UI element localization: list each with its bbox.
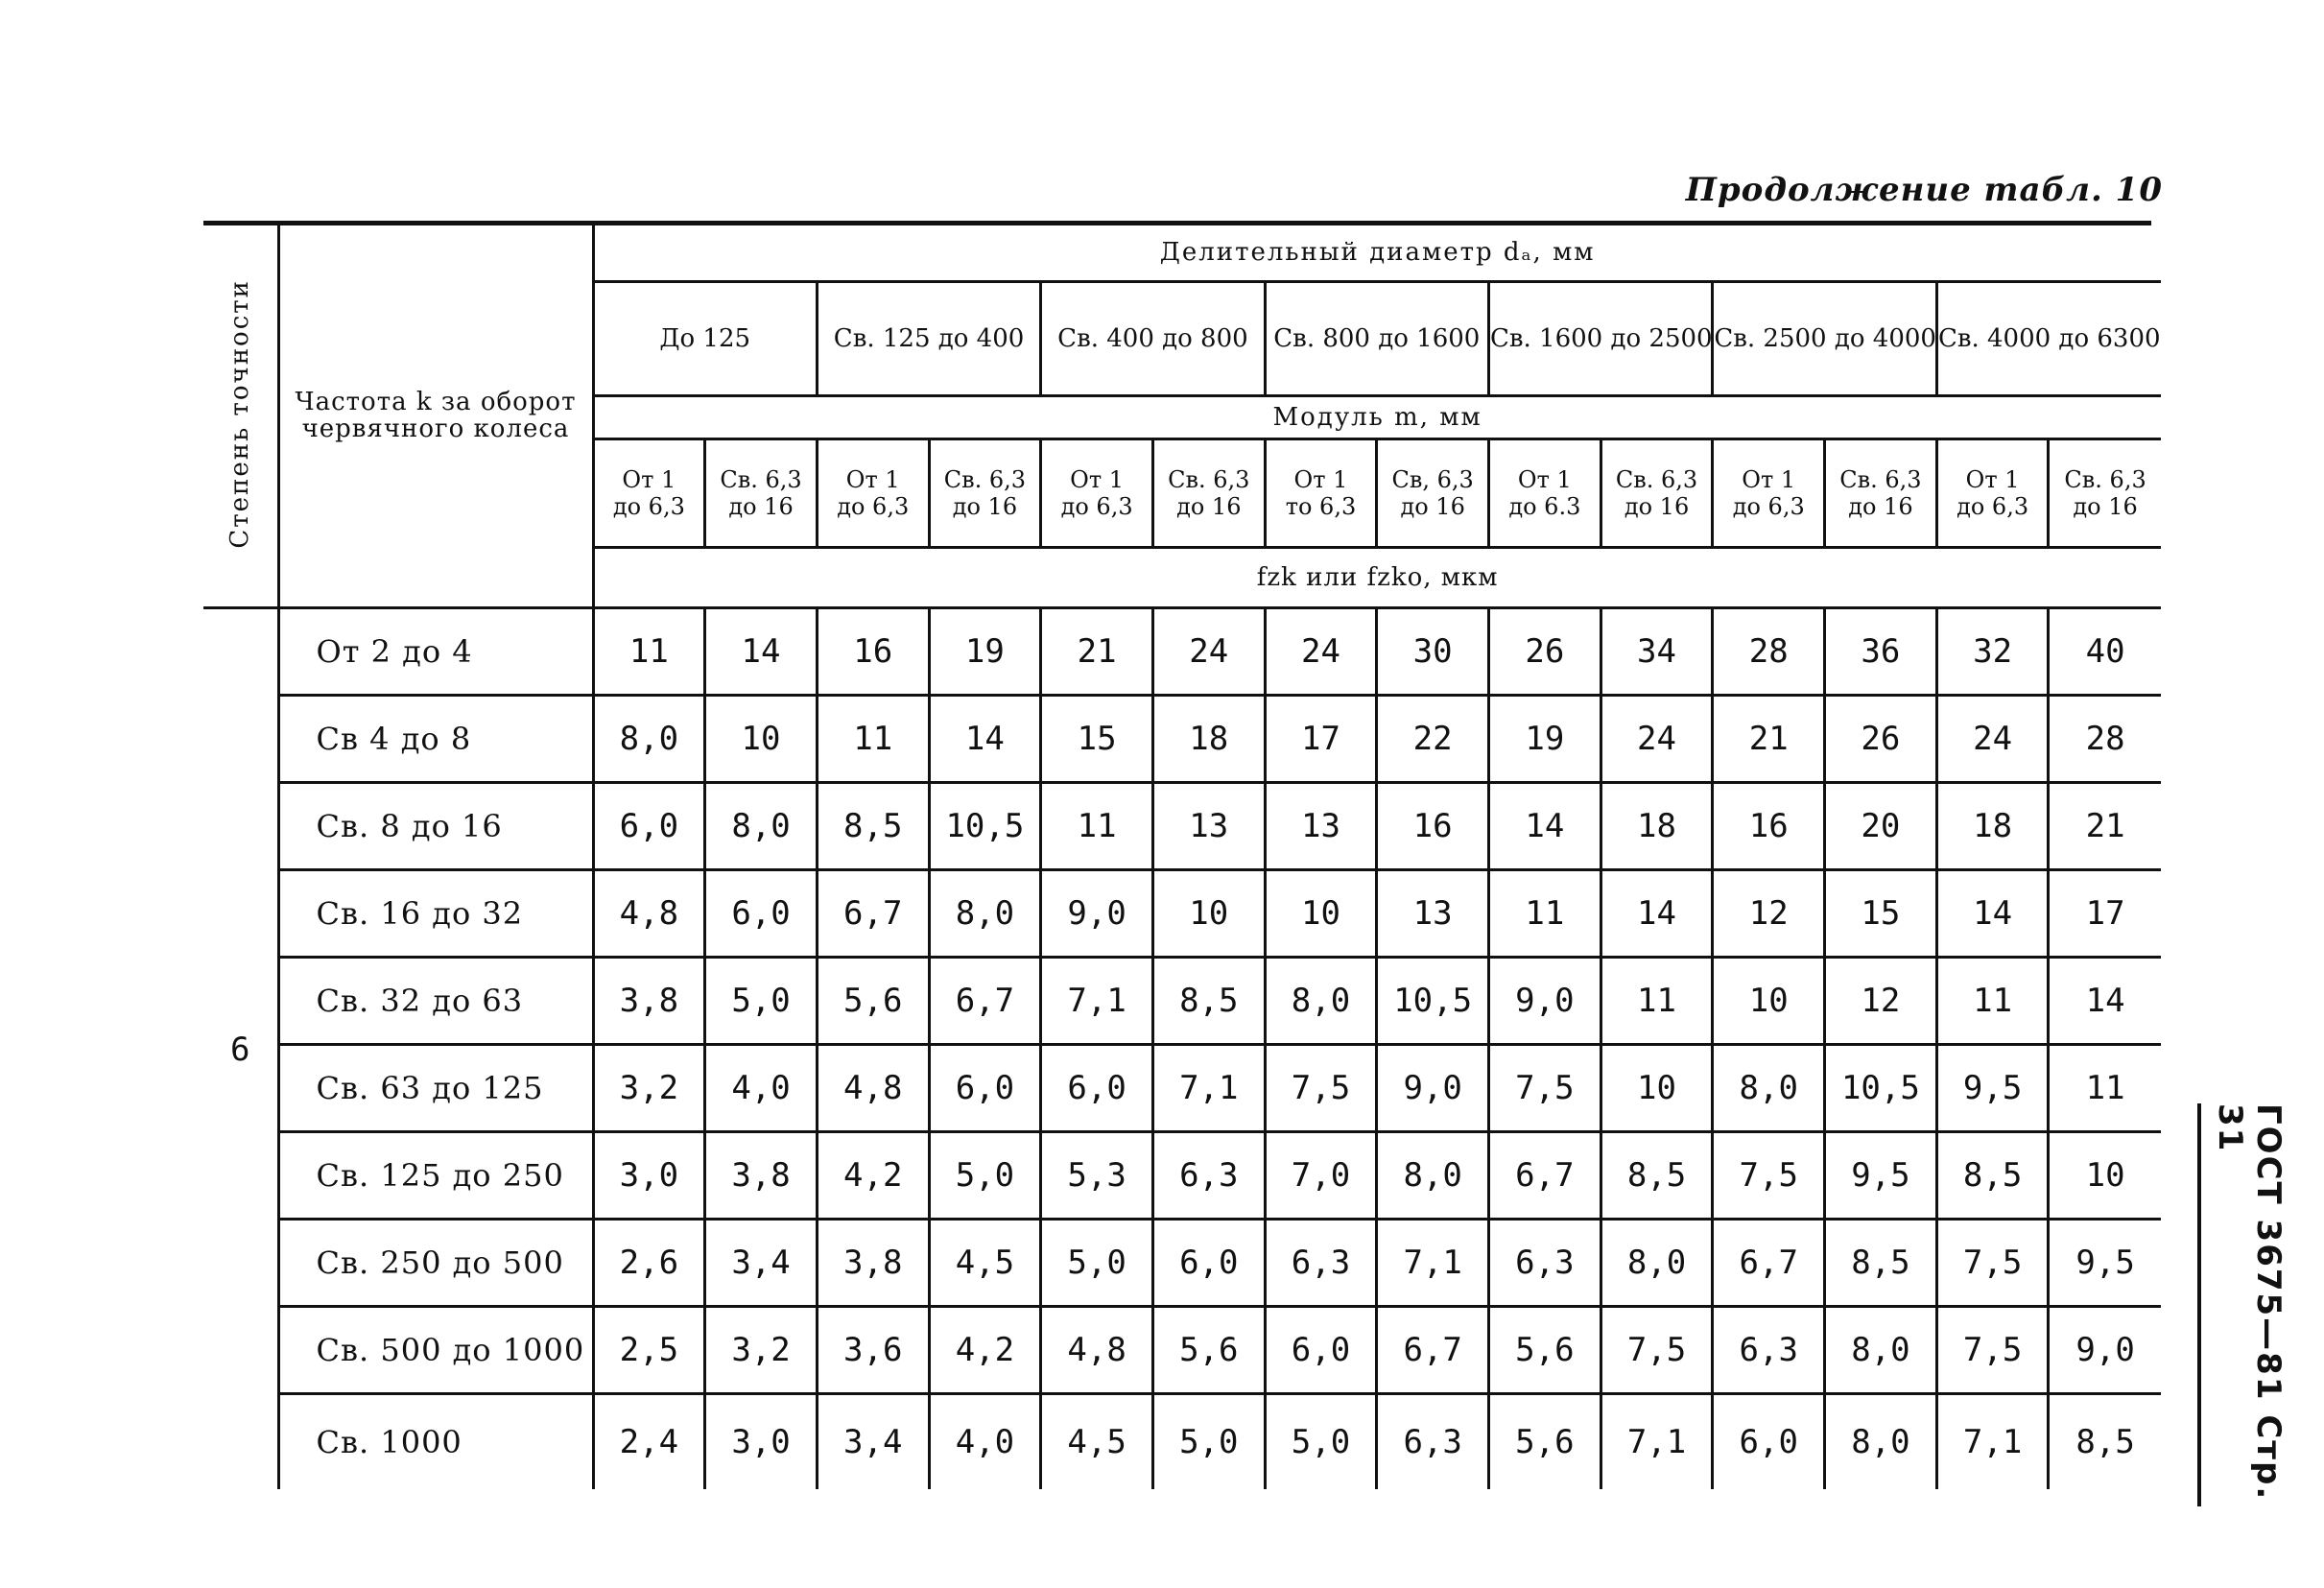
- degree-header-label: Степень точности: [225, 278, 255, 549]
- module-range-line: до 6.3: [1508, 493, 1581, 520]
- module-range-line: От 1: [1965, 466, 2020, 493]
- value-cell: 4,5: [1041, 1394, 1153, 1490]
- value-cell: 28: [2049, 696, 2161, 783]
- module-range-header: [1489, 439, 1601, 548]
- value-cell: 18: [1936, 783, 2049, 870]
- value-cell: 6,0: [929, 1045, 1041, 1132]
- module-range-header: [1713, 439, 1825, 548]
- value-cell: 28: [1713, 608, 1825, 696]
- module-range-line: Св, 6,3: [1391, 466, 1474, 493]
- value-cell: 36: [1825, 608, 1937, 696]
- diameter-range-header: Св. 800 до 1600: [1265, 282, 1488, 396]
- table-row: [203, 608, 2161, 696]
- module-range-line: Св. 6,3: [1615, 466, 1698, 493]
- value-cell: 8,0: [1601, 1220, 1713, 1307]
- value-cell: 6,0: [1713, 1394, 1825, 1490]
- frequency-range-cell: Св. 16 до 32: [278, 870, 593, 958]
- table-row: [203, 696, 2161, 783]
- value-cell: 6,3: [1377, 1394, 1489, 1490]
- module-range-header: [1041, 439, 1153, 548]
- value-cell: 8,5: [1825, 1220, 1937, 1307]
- value-cell: 5,6: [1152, 1307, 1265, 1394]
- module-range-line: то 6,3: [1285, 493, 1357, 520]
- value-cell: 7,5: [1265, 1045, 1377, 1132]
- value-cell: 8,0: [929, 870, 1041, 958]
- value-cell: 8,0: [705, 783, 818, 870]
- frequency-range-cell: Св. 1000: [278, 1394, 593, 1490]
- value-cell: 8,5: [1152, 958, 1265, 1045]
- frequency-range-cell: Св 4 до 8: [278, 696, 593, 783]
- module-range-line: От 1: [1742, 466, 1796, 493]
- value-cell: 7,5: [1713, 1132, 1825, 1220]
- value-cell: 18: [1152, 696, 1265, 783]
- value-cell: 3,4: [817, 1394, 929, 1490]
- module-range-line: От 1: [845, 466, 900, 493]
- frequency-range-cell: Св. 63 до 125: [278, 1045, 593, 1132]
- value-cell: 15: [1825, 870, 1937, 958]
- value-cell: 6,7: [929, 958, 1041, 1045]
- value-cell: 4,8: [1041, 1307, 1153, 1394]
- value-cell: 4,8: [593, 870, 705, 958]
- value-cell: 5,6: [1489, 1307, 1601, 1394]
- value-cell: 16: [1713, 783, 1825, 870]
- frequency-range-cell: От 2 до 4: [278, 608, 593, 696]
- module-range-line: до 16: [1624, 493, 1690, 520]
- value-cell: 6,7: [1713, 1220, 1825, 1307]
- value-cell: 19: [1489, 696, 1601, 783]
- value-cell: 8,0: [1825, 1307, 1937, 1394]
- value-cell: 9,5: [1936, 1045, 2049, 1132]
- diameter-range-header: До 125: [593, 282, 817, 396]
- value-cell: 8,0: [1713, 1045, 1825, 1132]
- module-range-header: [929, 439, 1041, 548]
- value-cell: 10: [1152, 870, 1265, 958]
- diameter-range-header: Св. 400 до 800: [1041, 282, 1265, 396]
- value-cell: 8,5: [2049, 1394, 2161, 1490]
- value-cell: 8,0: [1825, 1394, 1937, 1490]
- module-range-line: Св. 6,3: [2064, 466, 2146, 493]
- table-row: [203, 1307, 2161, 1394]
- value-cell: 5,0: [1265, 1394, 1377, 1490]
- frequency-header-cell: [278, 225, 593, 608]
- value-cell: 26: [1489, 608, 1601, 696]
- value-cell: 5,0: [929, 1132, 1041, 1220]
- value-cell: 3,8: [817, 1220, 929, 1307]
- value-cell: 8,5: [817, 783, 929, 870]
- frequency-range-cell: Св. 125 до 250: [278, 1132, 593, 1220]
- value-cell: 6,0: [593, 783, 705, 870]
- value-cell: 5,3: [1041, 1132, 1153, 1220]
- module-range-line: до 16: [1400, 493, 1465, 520]
- module-range-line: Св. 6,3: [943, 466, 1027, 493]
- value-cell: 14: [1489, 783, 1601, 870]
- value-cell: 14: [929, 696, 1041, 783]
- value-cell: 14: [2049, 958, 2161, 1045]
- value-cell: 3,8: [593, 958, 705, 1045]
- module-range-header: [705, 439, 818, 548]
- value-cell: 2,4: [593, 1394, 705, 1490]
- value-cell: 22: [1377, 696, 1489, 783]
- value-cell: 7,1: [1041, 958, 1153, 1045]
- value-cell: 34: [1601, 608, 1713, 696]
- module-range-line: до 6,3: [1060, 493, 1133, 520]
- value-cell: 5,6: [817, 958, 929, 1045]
- value-cell: 24: [1936, 696, 2049, 783]
- value-cell: 5,0: [705, 958, 818, 1045]
- value-cell: 6,7: [1377, 1307, 1489, 1394]
- value-cell: 7,5: [1489, 1045, 1601, 1132]
- value-cell: 17: [1265, 696, 1377, 783]
- module-range-line: От 1: [1293, 466, 1348, 493]
- value-cell: 18: [1601, 783, 1713, 870]
- value-cell: 7,0: [1265, 1132, 1377, 1220]
- value-cell: 13: [1152, 783, 1265, 870]
- value-cell: 7,1: [1377, 1220, 1489, 1307]
- module-range-line: Св. 6,3: [1839, 466, 1922, 493]
- value-cell: 6,0: [1041, 1045, 1153, 1132]
- module-range-header: [593, 439, 705, 548]
- value-cell: 7,5: [1601, 1307, 1713, 1394]
- value-cell: 4,0: [929, 1394, 1041, 1490]
- value-cell: 9,0: [1041, 870, 1153, 958]
- value-cell: 7,5: [1936, 1307, 2049, 1394]
- value-cell: 10,5: [929, 783, 1041, 870]
- value-cell: 6,7: [1489, 1132, 1601, 1220]
- value-cell: 8,0: [1265, 958, 1377, 1045]
- module-range-line: до 16: [2073, 493, 2138, 520]
- value-cell: 11: [1041, 783, 1153, 870]
- value-cell: 12: [1825, 958, 1937, 1045]
- value-cell: 30: [1377, 608, 1489, 696]
- standard-page-label: ГОСТ 3675—81 Стр. 31: [2197, 1103, 2288, 1506]
- table-row: [203, 1220, 2161, 1307]
- value-cell: 6,0: [1265, 1307, 1377, 1394]
- value-cell: 24: [1265, 608, 1377, 696]
- diameter-range-header: Св. 4000 до 6300: [1936, 282, 2160, 396]
- table-row: [203, 1132, 2161, 1220]
- value-cell: 10: [1265, 870, 1377, 958]
- table-row: [203, 958, 2161, 1045]
- frequency-range-cell: Св. 250 до 500: [278, 1220, 593, 1307]
- module-range-header: [1936, 439, 2049, 548]
- module-range-header: [1377, 439, 1489, 548]
- table-body: [203, 608, 2161, 1490]
- module-range-header: [817, 439, 929, 548]
- value-cell: 10: [1713, 958, 1825, 1045]
- module-range-line: до 16: [952, 493, 1018, 520]
- module-header: Модуль m, мм: [593, 396, 2161, 439]
- value-cell: 9,0: [1489, 958, 1601, 1045]
- value-cell: 7,1: [1152, 1045, 1265, 1132]
- value-cell: 21: [2049, 783, 2161, 870]
- value-cell: 12: [1713, 870, 1825, 958]
- module-range-line: Св. 6,3: [1168, 466, 1250, 493]
- value-cell: 14: [1936, 870, 2049, 958]
- frequency-range-cell: Св. 8 до 16: [278, 783, 593, 870]
- module-range-header: [1265, 439, 1377, 548]
- value-cell: 4,2: [929, 1307, 1041, 1394]
- table-caption: Продолжение табл. 10: [1685, 171, 2163, 209]
- diameter-range-header: Св. 125 до 400: [817, 282, 1040, 396]
- tolerance-table: [203, 225, 2161, 1489]
- value-cell: 6,3: [1265, 1220, 1377, 1307]
- module-range-line: до 6,3: [837, 493, 910, 520]
- module-range-line: От 1: [1517, 466, 1572, 493]
- value-cell: 3,0: [705, 1394, 818, 1490]
- value-cell: 26: [1825, 696, 1937, 783]
- value-cell: 17: [2049, 870, 2161, 958]
- value-cell: 3,8: [705, 1132, 818, 1220]
- table-row: [203, 783, 2161, 870]
- table-row: [203, 1394, 2161, 1490]
- value-cell: 10,5: [1377, 958, 1489, 1045]
- value-cell: 32: [1936, 608, 2049, 696]
- module-range-header: [2049, 439, 2161, 548]
- module-range-line: до 6,3: [612, 493, 685, 520]
- value-cell: 14: [1601, 870, 1713, 958]
- frequency-header-label: Частота k за оборот червячного колеса: [295, 388, 577, 443]
- value-cell: 19: [929, 608, 1041, 696]
- value-cell: 20: [1825, 783, 1937, 870]
- value-cell: 8,0: [593, 696, 705, 783]
- value-cell: 3,4: [705, 1220, 818, 1307]
- value-cell: 10: [705, 696, 818, 783]
- value-cell: 8,5: [1936, 1132, 2049, 1220]
- value-cell: 9,0: [1377, 1045, 1489, 1132]
- value-cell: 13: [1377, 870, 1489, 958]
- diameter-header: Делительный диаметр dₐ, мм: [593, 225, 2161, 282]
- value-cell: 7,5: [1936, 1220, 2049, 1307]
- value-cell: 6,3: [1713, 1307, 1825, 1394]
- unit-header: fzk или fzko, мкм: [593, 548, 2161, 608]
- frequency-range-cell: Св. 32 до 63: [278, 958, 593, 1045]
- value-cell: 4,2: [817, 1132, 929, 1220]
- diameter-range-header: Св. 2500 до 4000: [1713, 282, 1936, 396]
- module-range-line: до 6,3: [1732, 493, 1805, 520]
- value-cell: 9,0: [2049, 1307, 2161, 1394]
- module-range-line: до 16: [1176, 493, 1242, 520]
- value-cell: 11: [1489, 870, 1601, 958]
- value-cell: 8,0: [1377, 1132, 1489, 1220]
- value-cell: 3,6: [817, 1307, 929, 1394]
- value-cell: 6,0: [705, 870, 818, 958]
- value-cell: 4,0: [705, 1045, 818, 1132]
- value-cell: 5,6: [1489, 1394, 1601, 1490]
- module-range-line: Св. 6,3: [720, 466, 802, 493]
- value-cell: 14: [705, 608, 818, 696]
- frequency-range-cell: Св. 500 до 1000: [278, 1307, 593, 1394]
- value-cell: 11: [2049, 1045, 2161, 1132]
- value-cell: 10,5: [1825, 1045, 1937, 1132]
- degree-header-cell: [203, 225, 278, 608]
- value-cell: 21: [1713, 696, 1825, 783]
- value-cell: 10: [1601, 1045, 1713, 1132]
- value-cell: 2,5: [593, 1307, 705, 1394]
- value-cell: 8,5: [1601, 1132, 1713, 1220]
- table-row: [203, 870, 2161, 958]
- value-cell: 24: [1601, 696, 1713, 783]
- value-cell: 11: [1936, 958, 2049, 1045]
- table-header: [203, 225, 2161, 608]
- module-range-line: до 16: [1848, 493, 1913, 520]
- module-range-header: [1601, 439, 1713, 548]
- value-cell: 11: [817, 696, 929, 783]
- value-cell: 24: [1152, 608, 1265, 696]
- value-cell: 16: [1377, 783, 1489, 870]
- diameter-range-header: Св. 1600 до 2500: [1489, 282, 1713, 396]
- value-cell: 3,0: [593, 1132, 705, 1220]
- value-cell: 3,2: [593, 1045, 705, 1132]
- value-cell: 4,8: [817, 1045, 929, 1132]
- value-cell: 11: [593, 608, 705, 696]
- module-range-header: [1825, 439, 1937, 548]
- module-range-header: [1152, 439, 1265, 548]
- value-cell: 11: [1601, 958, 1713, 1045]
- value-cell: 7,1: [1601, 1394, 1713, 1490]
- value-cell: 6,3: [1489, 1220, 1601, 1307]
- value-cell: 4,5: [929, 1220, 1041, 1307]
- value-cell: 16: [817, 608, 929, 696]
- module-range-line: до 16: [728, 493, 794, 520]
- value-cell: 40: [2049, 608, 2161, 696]
- module-range-line: От 1: [1070, 466, 1125, 493]
- table-row: [203, 1045, 2161, 1132]
- value-cell: 6,3: [1152, 1132, 1265, 1220]
- value-cell: 6,7: [817, 870, 929, 958]
- value-cell: 5,0: [1152, 1394, 1265, 1490]
- value-cell: 13: [1265, 783, 1377, 870]
- value-cell: 7,1: [1936, 1394, 2049, 1490]
- module-range-line: От 1: [622, 466, 676, 493]
- value-cell: 3,2: [705, 1307, 818, 1394]
- value-cell: 10: [2049, 1132, 2161, 1220]
- accuracy-degree-cell: 6: [203, 608, 278, 1490]
- value-cell: 9,5: [2049, 1220, 2161, 1307]
- value-cell: 5,0: [1041, 1220, 1153, 1307]
- module-range-line: до 6,3: [1956, 493, 2029, 520]
- value-cell: 15: [1041, 696, 1153, 783]
- value-cell: 21: [1041, 608, 1153, 696]
- value-cell: 9,5: [1825, 1132, 1937, 1220]
- value-cell: 6,0: [1152, 1220, 1265, 1307]
- value-cell: 2,6: [593, 1220, 705, 1307]
